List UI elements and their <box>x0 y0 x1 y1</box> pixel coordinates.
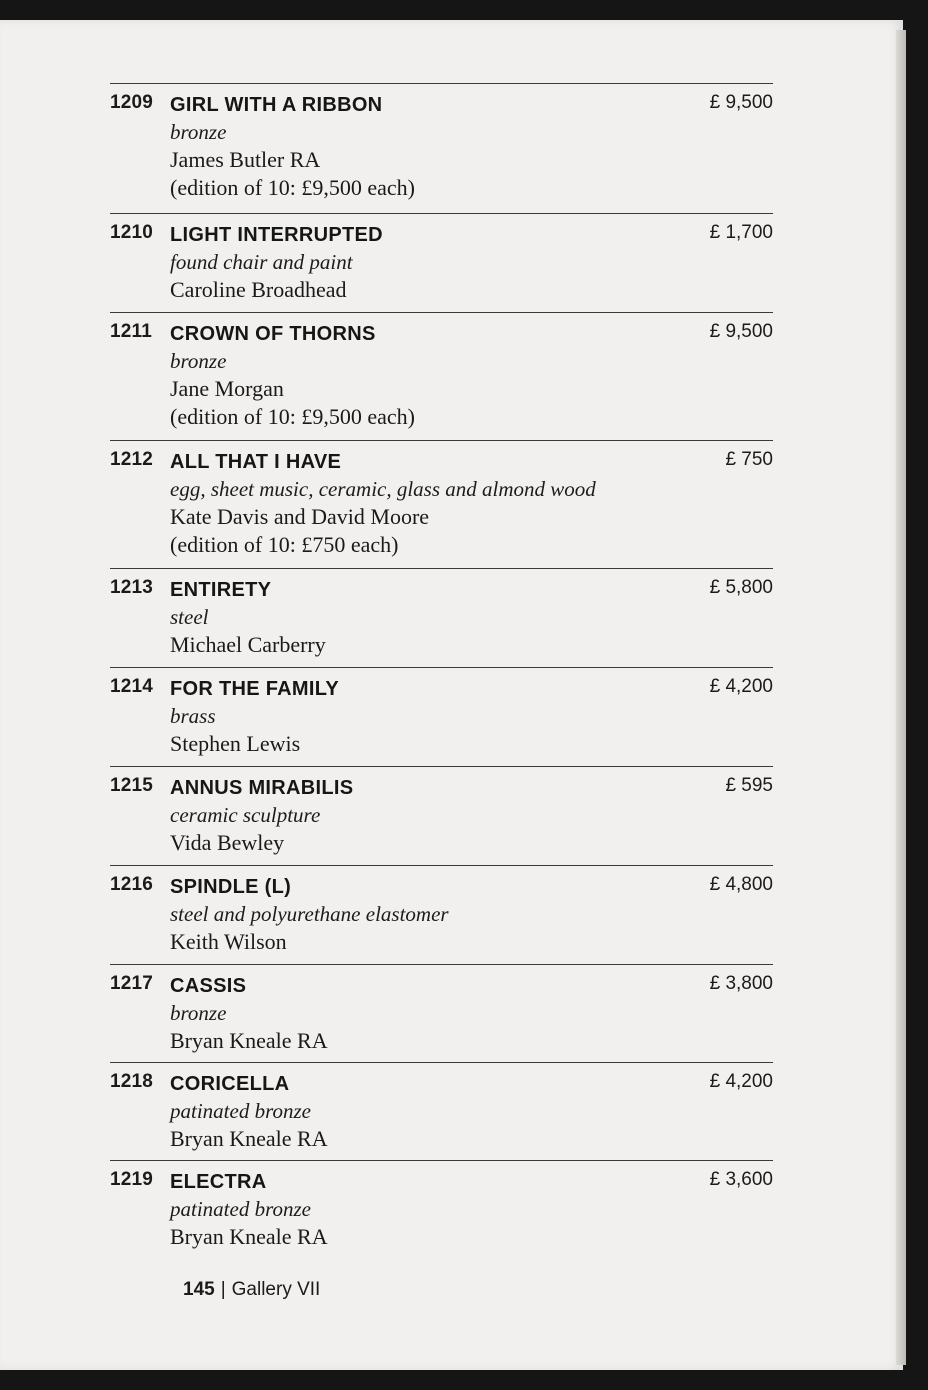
price: £ 4,200 <box>709 1071 773 1092</box>
lot-number: 1209 <box>110 92 154 113</box>
artwork-title: CORICELLA <box>170 1073 290 1095</box>
lot-number: 1213 <box>110 577 154 598</box>
catalogue-entry <box>110 568 773 667</box>
catalogue-list <box>110 83 773 1258</box>
artwork-title: LIGHT INTERRUPTED <box>170 224 383 246</box>
artwork-medium: bronze <box>170 120 227 144</box>
artwork-medium: bronze <box>170 1001 227 1025</box>
lot-number: 1210 <box>110 222 154 243</box>
price: £ 9,500 <box>709 92 773 113</box>
artist-name: Bryan Kneale RA <box>170 1224 328 1249</box>
price: £ 5,800 <box>709 577 773 598</box>
lot-number: 1216 <box>110 874 154 895</box>
artwork-medium: patinated bronze <box>170 1099 311 1123</box>
catalogue-entry <box>110 1062 773 1160</box>
edition-note: (edition of 10: £9,500 each) <box>170 175 415 200</box>
artwork-medium: steel <box>170 605 209 629</box>
artist-name: James Butler RA <box>170 147 321 172</box>
artwork-medium: steel and polyurethane elastomer <box>170 902 449 926</box>
artwork-title: SPINDLE (L) <box>170 876 292 898</box>
price: £ 750 <box>725 449 773 470</box>
page-footer <box>183 1279 320 1301</box>
edition-note: (edition of 10: £750 each) <box>170 532 399 557</box>
artwork-title: FOR THE FAMILY <box>170 678 340 700</box>
lot-number: 1211 <box>110 321 153 342</box>
price: £ 4,800 <box>709 874 773 895</box>
lot-number: 1218 <box>110 1071 154 1092</box>
artist-name: Vida Bewley <box>170 830 285 855</box>
artist-name: Michael Carberry <box>170 632 326 657</box>
footer-separator: | <box>220 1279 226 1300</box>
price: £ 9,500 <box>709 321 773 342</box>
lot-number: 1215 <box>110 775 154 796</box>
lot-number: 1219 <box>110 1169 154 1190</box>
artwork-medium: patinated bronze <box>170 1197 311 1221</box>
page-edge <box>896 30 906 1365</box>
artwork-title: CASSIS <box>170 975 247 997</box>
price: £ 1,700 <box>709 222 773 243</box>
artwork-medium: found chair and paint <box>170 250 353 274</box>
catalogue-entry <box>110 213 773 312</box>
catalogue-entry <box>110 1160 773 1258</box>
artwork-medium: ceramic sculpture <box>170 803 321 827</box>
lot-number: 1212 <box>110 449 154 470</box>
edition-note: (edition of 10: £9,500 each) <box>170 404 415 429</box>
artwork-title: ANNUS MIRABILIS <box>170 777 354 799</box>
artist-name: Stephen Lewis <box>170 731 301 756</box>
artwork-title: ENTIRETY <box>170 579 272 601</box>
lot-number: 1214 <box>110 676 154 697</box>
page-number: 145 <box>183 1279 215 1300</box>
catalogue-entry <box>110 440 773 568</box>
artist-name: Jane Morgan <box>170 376 284 401</box>
artist-name: Caroline Broadhead <box>170 277 347 302</box>
lot-number: 1217 <box>110 973 154 994</box>
artwork-title: GIRL WITH A RIBBON <box>170 94 383 116</box>
artist-name: Keith Wilson <box>170 929 287 954</box>
artwork-medium: brass <box>170 704 216 728</box>
artist-name: Bryan Kneale RA <box>170 1126 328 1151</box>
section-name: Gallery VII <box>231 1279 321 1300</box>
price: £ 4,200 <box>709 676 773 697</box>
catalogue-entry <box>110 964 773 1062</box>
artwork-title: ELECTRA <box>170 1171 267 1193</box>
artist-name: Bryan Kneale RA <box>170 1028 328 1053</box>
artist-name: Kate Davis and David Moore <box>170 504 430 529</box>
price: £ 595 <box>725 775 773 796</box>
catalogue-entry <box>110 766 773 865</box>
artwork-title: ALL THAT I HAVE <box>170 451 342 473</box>
artwork-medium: egg, sheet music, ceramic, glass and almond wood <box>170 477 596 501</box>
catalogue-entry <box>110 667 773 766</box>
catalogue-entry <box>110 83 773 213</box>
price: £ 3,800 <box>709 973 773 994</box>
catalogue-entry <box>110 865 773 964</box>
price: £ 3,600 <box>709 1169 773 1190</box>
artwork-medium: bronze <box>170 349 227 373</box>
catalogue-entry <box>110 312 773 440</box>
artwork-title: CROWN OF THORNS <box>170 323 376 345</box>
